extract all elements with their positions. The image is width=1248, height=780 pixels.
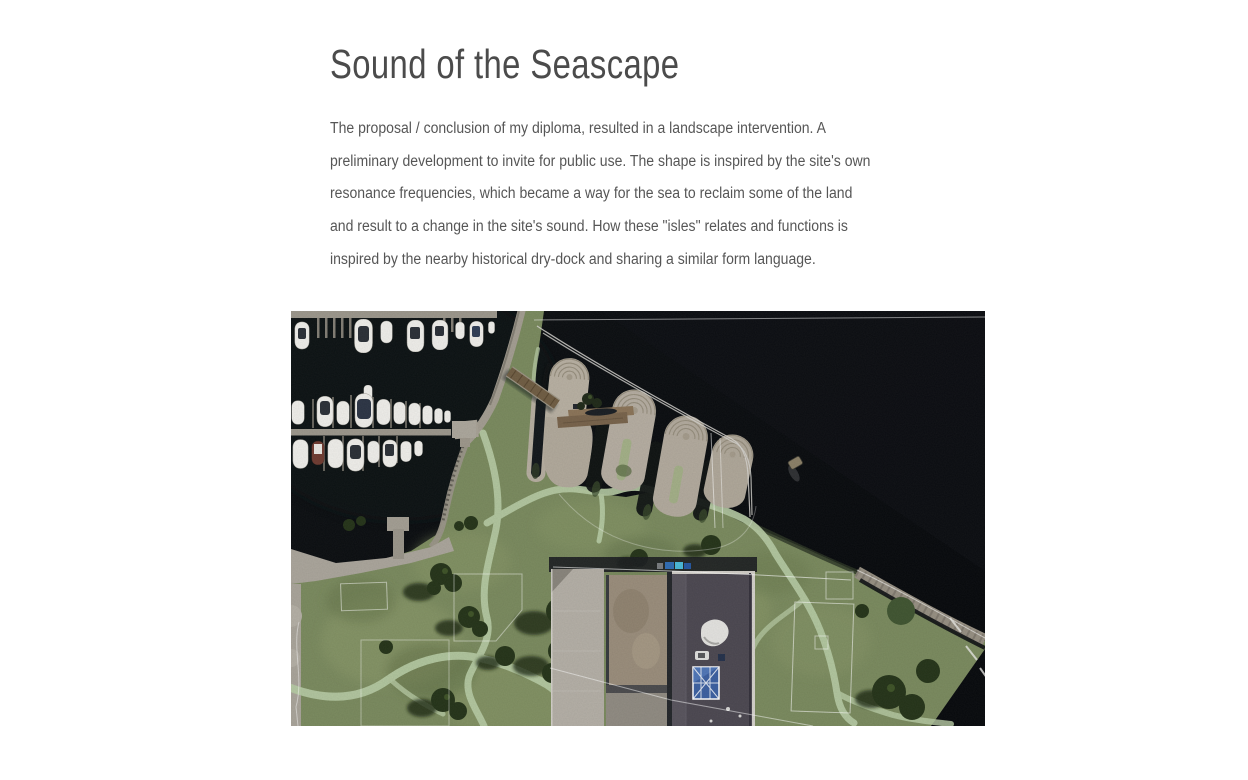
aerial-image-figure bbox=[291, 311, 985, 726]
paragraph-line: resonance frequencies, which became a way for the sea to reclaim some of the land bbox=[330, 185, 853, 203]
paragraph-line: and result to a change in the site's sound. How these "isles" relates and functions is bbox=[330, 217, 848, 235]
paragraph-line: The proposal / conclusion of my diploma, resulted in a landscape intervention. A bbox=[330, 120, 826, 138]
paragraph-line: inspired by the nearby historical dry-dock and sharing a similar form language. bbox=[330, 250, 816, 268]
project-description bbox=[330, 113, 985, 276]
page-content bbox=[291, 0, 985, 726]
page-title: Sound of the Seascape bbox=[330, 41, 680, 87]
aerial-site-plan-image bbox=[291, 311, 985, 726]
paragraph-line: preliminary development to invite for public use. The shape is inspired by the site's own bbox=[330, 152, 871, 170]
texture-noise-dark bbox=[291, 311, 985, 726]
